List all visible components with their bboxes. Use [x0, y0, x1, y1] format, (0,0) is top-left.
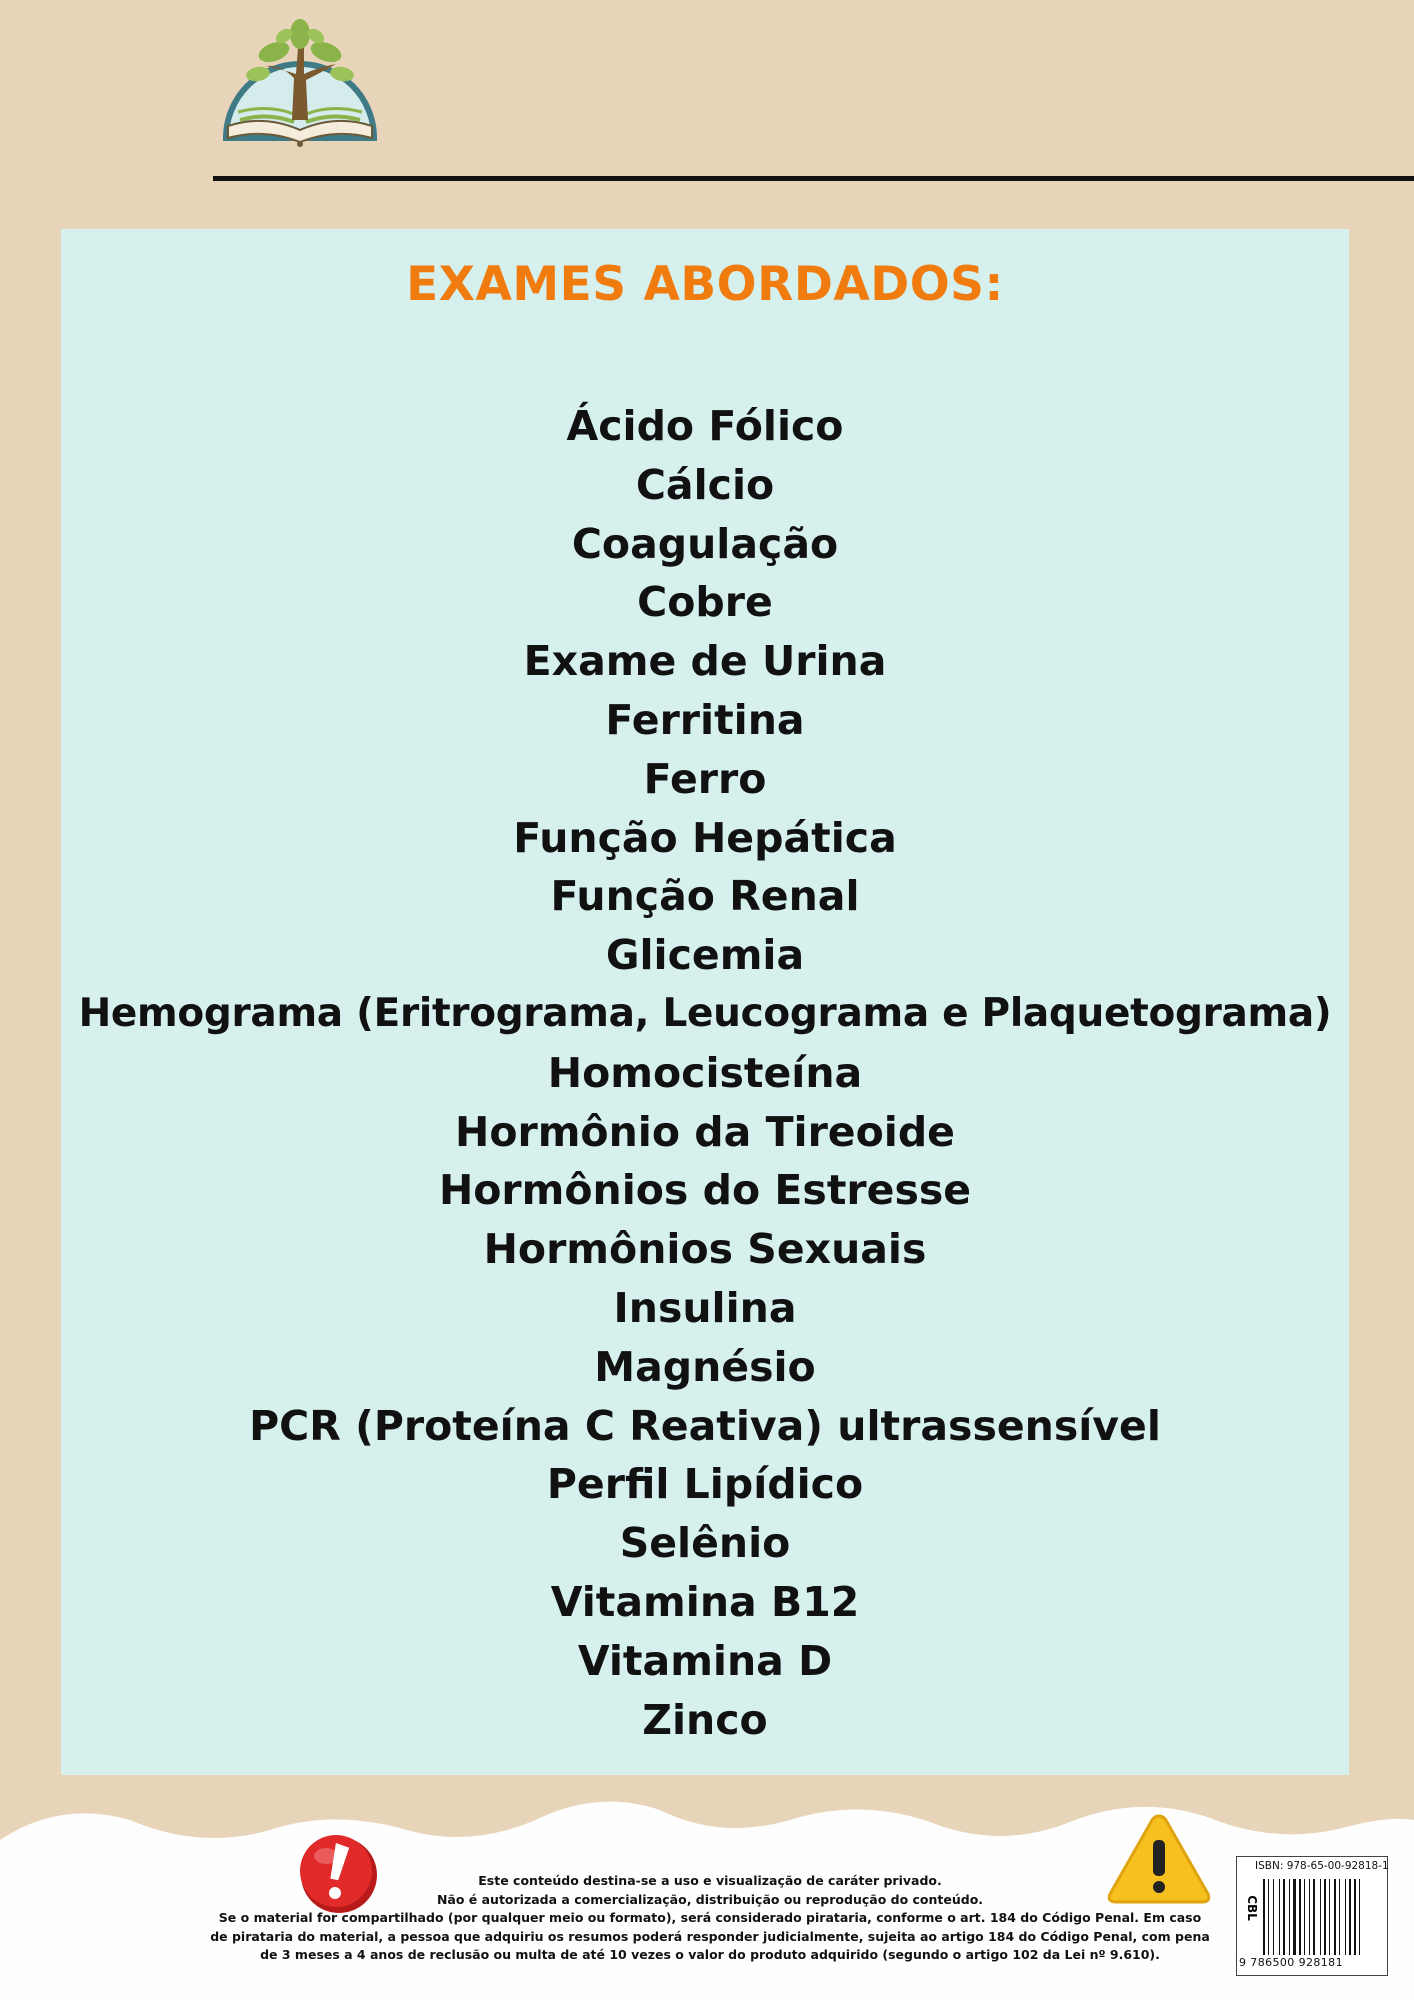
list-item: Homocisteína — [547, 1048, 863, 1097]
list-item: Função Renal — [550, 872, 860, 921]
tree-book-logo-icon — [218, 8, 382, 148]
page-title: EXAMES ABORDADOS: — [406, 257, 1004, 312]
list-item: Cobre — [637, 578, 773, 627]
list-item: Selênio — [619, 1519, 791, 1568]
list-item: Ferro — [643, 754, 767, 803]
exams-panel — [61, 229, 1349, 1775]
list-item: Hormônios do Estresse — [438, 1166, 972, 1215]
isbn-barcode — [1236, 1856, 1388, 1976]
list-item: Zinco — [642, 1695, 768, 1744]
list-item: Glicemia — [605, 931, 805, 980]
list-item: Coagulação — [571, 519, 839, 568]
barcode-icon — [1263, 1879, 1381, 1955]
list-item: Hormônio da Tireoide — [455, 1107, 955, 1156]
notice-line: Este conteúdo destina-se a uso e visualização de caráter privado. — [478, 1873, 942, 1888]
list-item: Hemograma (Eritrograma, Leucograma e Plaquetograma) — [78, 990, 1332, 1036]
notice-line: Se o material for compartilhado (por qualquer meio ou formato), será considerado pirataria, conforme o art. 184 do Código Penal. Em caso de pirataria do material, a pessoa que adquiriu os resumos poderá responder judicialmente, sujeita ao artigo 184 do Código Penal, com pena de 3 meses a 4 anos de reclusão ou multa de até 10 vezes o valor do produto adquirido (segundo o artigo 102 da Lei nº 9.610). — [210, 1910, 1210, 1962]
list-item: Magnésio — [594, 1342, 816, 1391]
list-item: Vitamina B12 — [550, 1577, 860, 1626]
notice-line: Não é autorizada a comercialização, distribuição ou reprodução do conteúdo. — [436, 1891, 984, 1907]
list-item: Ácido Fólico — [566, 402, 844, 450]
list-item: PCR (Proteína C Reativa) ultrassensível — [249, 1401, 1161, 1450]
barcode-digits: 9 786500 928181 — [1239, 1956, 1343, 1969]
list-item: Ferritina — [605, 695, 805, 744]
list-item: Hormônios Sexuais — [483, 1225, 927, 1274]
cbl-mark: CBL — [1244, 1895, 1259, 1921]
exam-list — [61, 397, 1349, 1749]
list-item: Exame de Urina — [523, 637, 887, 686]
list-item: Vitamina D — [577, 1636, 833, 1685]
list-item: Cálcio — [635, 460, 775, 509]
list-item: Perfil Lipídico — [546, 1460, 864, 1509]
list-item: Insulina — [613, 1283, 797, 1332]
header-divider — [213, 176, 1414, 181]
copyright-notice — [210, 1872, 1210, 1965]
warning-triangle-icon — [1106, 1810, 1212, 1908]
list-item: Função Hepática — [513, 813, 897, 862]
isbn-label: ISBN: 978-65-00-92818-1 — [1255, 1860, 1389, 1872]
